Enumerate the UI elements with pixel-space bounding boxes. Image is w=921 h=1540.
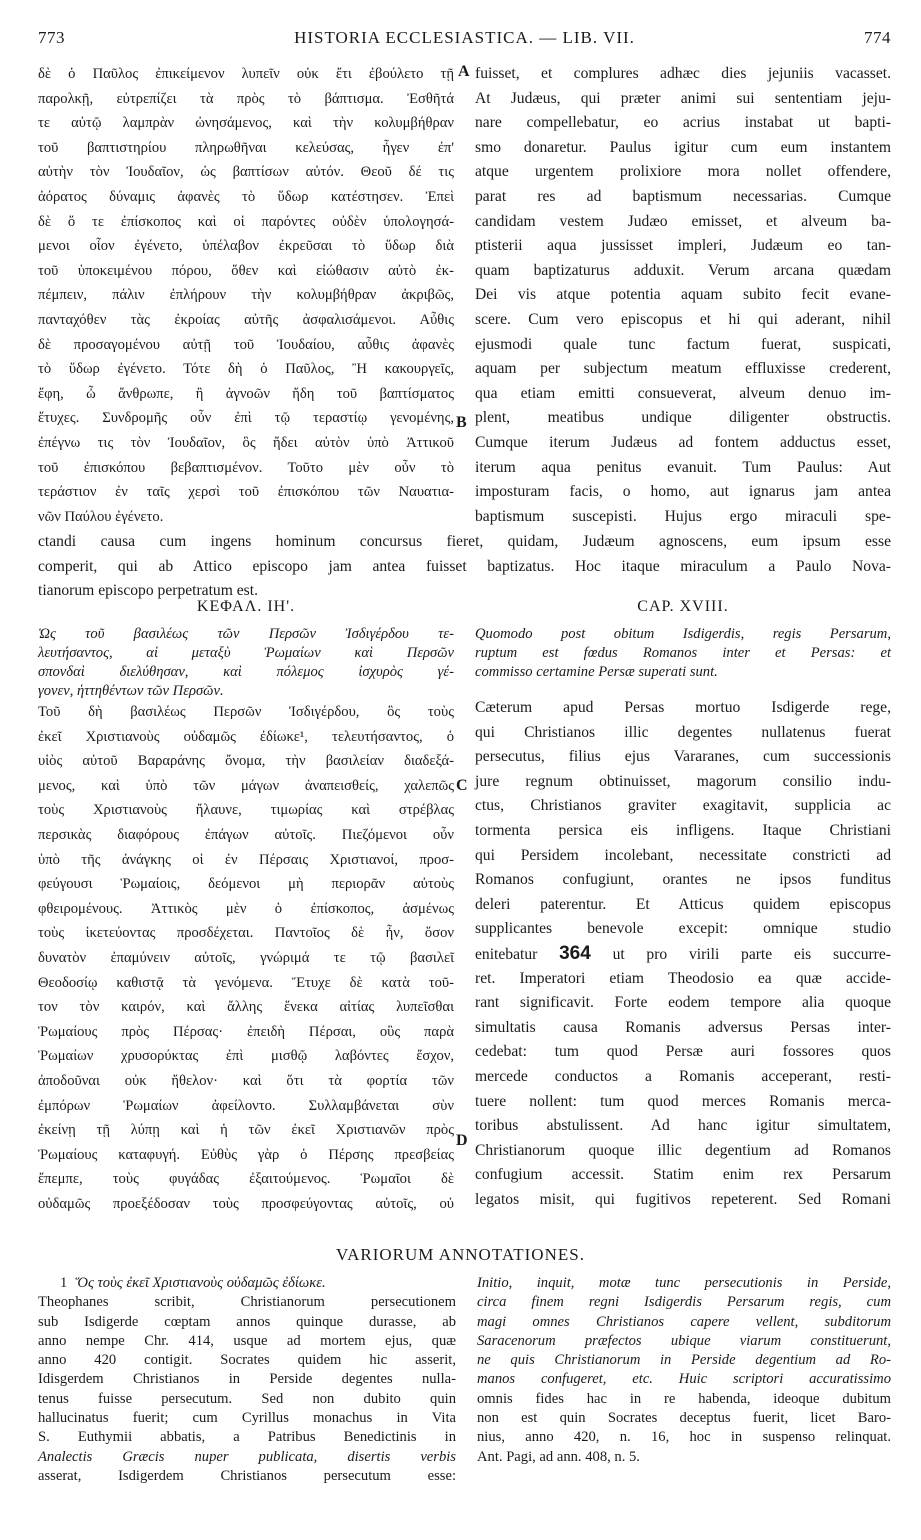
greek-text-line: ἐμπόρων Ῥωμαίων ἀφείλοντο. Συλλαμβάνεται σὺν — [38, 1097, 454, 1114]
annotation-line: ne quis Christianorum in Perside degentium ad Ro- — [477, 1352, 891, 1369]
latin-text-line: Christianorum quoque illic degentium ad Romanos — [475, 1141, 891, 1159]
greek-column-bottom — [38, 700, 454, 1216]
latin-text-line: tianorum episcopo perpetratum est. — [38, 582, 258, 600]
latin-text-line: cedebat: tum quod Persæ auri fossores quos — [475, 1043, 891, 1061]
annotation-line: hallucinatus fuerit; cum Cyrillus monachus in Vita — [38, 1410, 456, 1427]
latin-text-line: rant significavit. Forte eodem tempore alia quoque — [475, 994, 891, 1012]
greek-text-line: τεράστιον ἐν ταῖς χερσὶ τοῦ ἐπισκόπου τῶν Ναυατια- — [38, 484, 454, 501]
chapter-title-line: γονεν, ἡττηθέντων τῶν Περσῶν. — [38, 683, 224, 699]
latin-text-line: qui Christianos illic degentes nullatenus fuerat — [475, 723, 891, 741]
latin-text-line: imposturam facis, o homo, aut ignarus jam antea — [475, 483, 891, 501]
greek-text-line: δὲ ὁ Παῦλος ἐπικείμενον λυπεῖν οὐκ ἔτι ἐβούλετο τῇ — [38, 66, 454, 82]
greek-chapter-title — [38, 625, 454, 701]
annotation-line: sub Isdigerde cœptam annos quinque durasse, ab — [38, 1313, 456, 1330]
latin-text-line: quam baptizaturus adduxit. Verum arcana quædam — [475, 261, 891, 279]
greek-text-line: ἔπεμπε, τοὺς φυγάδας ἐξαιτούμενος. Ῥωμαῖοι δὲ — [38, 1171, 454, 1188]
greek-text-line: ἔτυχες. Συνδρομῆς οὖν ἐπὶ τῷ τεραστίῳ γενομένης, — [38, 410, 454, 427]
latin-text-line: At Judæus, qui præter animi sui sententiam jeju- — [475, 89, 891, 107]
running-header — [38, 28, 891, 54]
annotation-line: Idisgerdem Christianos in Perside degentes nulla- — [38, 1371, 456, 1388]
greek-text-line: πέμπειν, πάλιν ἐπλήρουν τὴν κολυμβήθραν ἀκριβῶς, — [38, 287, 454, 304]
latin-text-line: atque urgentem prolixiore mora nollet offendere, — [475, 163, 891, 181]
latin-text-line: candidam vestem Judæo emisset, et alveum ba- — [475, 212, 891, 230]
annotation-line: anno nempe Chr. 414, usque ad mortem ejus, quæ — [38, 1332, 456, 1349]
latin-text-line: ctus, Christianos graviter exagitavit, supplicia ac — [475, 797, 891, 815]
latin-text-line: tuere nollent: tum quod merces Romanis merca- — [475, 1092, 891, 1110]
greek-text-line: Ῥωμαίων χρυσορύκτας ἐπὶ μισθῷ λαβόντες ἔσχον, — [38, 1048, 454, 1065]
greek-text-line: δὲ ὅ τε ἐπίσκοπος καὶ οἱ παρόντες οὐδὲν ὑπολογησά- — [38, 213, 454, 230]
margin-marker-c: C — [456, 777, 468, 794]
annotation-line: Initio, inquit, motæ tunc persecutionis in Perside, — [477, 1275, 891, 1291]
latin-chapter-heading: CAP. XVIII. — [637, 598, 729, 615]
greek-text-line: ἀποδοῦναι οὐκ ἤθελον· καὶ ὅτι τὰ φορτία τῶν — [38, 1072, 454, 1089]
greek-text-line: Ῥωμαίους καταφυγή. Εὐθὺς γὰρ ὁ Πέρσης πρεσβείας — [38, 1146, 454, 1163]
margin-marker-b: B — [456, 414, 467, 431]
latin-text-fragment: enitebatur — [475, 945, 538, 963]
annotation-line: manos confugeret, etc. Huic scriptori accuratissimo — [477, 1371, 891, 1388]
latin-text-line: fuisset, et complures adhæc dies jejuniis vacasset. — [475, 65, 891, 82]
greek-text-line: φθειρομένους. Ἀττικὸς μὲν ὁ ἐπίσκοπος, ἀσμένως — [38, 900, 454, 917]
latin-text-line: confugium accessit. Statim enim rex Persarum — [475, 1166, 891, 1184]
greek-text-line: ἐκείνῃ τῇ λύπῃ καὶ ἡ τῶν ἐκεῖ Χριστιανῶν πρὸς — [38, 1122, 454, 1139]
annotation-line: magi omnes Christianos capere vellent, subditorum — [477, 1313, 891, 1330]
latin-text-line: aquam per subjectum meatum effluxisse crederent, — [475, 360, 891, 378]
greek-text-line: τον τὸν καιρόν, καὶ ἄλλης ἕνεκα αἰτίας λυπεῖσθαι — [38, 999, 454, 1016]
latin-text-line: Cumque iterum Judæus ad fontem adductus esset, — [475, 433, 891, 451]
latin-text-line: ejusmodi quale tunc factum fuerat, suspicati, — [475, 335, 891, 353]
chapter-title-line: ruptum est fœdus Romanos inter et Persas: et — [475, 645, 891, 661]
latin-text-line: Romanos confugiunt, orantes ne ipsos funditus — [475, 871, 891, 889]
annotation-line: nius, anno 420, n. 16, hoc in suspenso relinquat. — [477, 1429, 891, 1446]
annotation-lemma: Ὅς τοὺς ἐκεῖ Χριστιανοὺς οὐδαμῶς ἐδίωκε. — [75, 1275, 326, 1291]
greek-column-top — [38, 62, 454, 529]
annotation-lemma-line — [38, 1274, 456, 1293]
greek-text-line: παρολκῇ, εὐτρεπίζει τὰ πρὸς τὸ βάπτισμα. Ἐσθῆτά — [38, 90, 454, 107]
greek-text-line: Ῥωμαίους πρὸς Πέρσας· ἐπειδὴ Πέρσαι, οὓς παρὰ — [38, 1023, 454, 1040]
greek-text-line: υἱὸς αὐτοῦ Βαραράνης ὄνομα, τὴν βασιλείαν διαδεξά- — [38, 753, 454, 770]
latin-text-line: baptismum suscepisti. Hujus ergo miraculi spe- — [475, 507, 891, 525]
greek-text-line: τοῦ ὑποκειμένου πόρου, ὅθεν καὶ εἰώθασιν αὐτὸ ἐκ- — [38, 262, 454, 279]
annotation-right-column — [477, 1274, 891, 1467]
latin-text-line: toribus abstulissent. Ad hanc igitur simultatem, — [475, 1117, 891, 1135]
greek-text-line: Τοῦ δὴ βασιλέως Περσῶν Ἰσδιγέρδου, ὃς τοὺς — [38, 704, 454, 720]
greek-text-line: τοῦ βαπτιστηρίου πληρωθῆναι κελεύσας, ἦγεν ἐπ' — [38, 139, 454, 156]
annotation-line: anno 420 contigit. Socrates quidem hic asserit, — [38, 1352, 456, 1369]
greek-text-line: τοὺς ἱκετεύοντας προσδέχεται. Παντοῖος δὲ ἦν, ὅσον — [38, 925, 454, 942]
annotations-heading: VARIORUM ANNOTATIONES. — [336, 1245, 585, 1264]
annotation-line: Saracenorum præfectos ubique viarum constituerunt, — [477, 1332, 891, 1349]
latin-text-line: deleri paterentur. Et Atticus quidem episcopus — [475, 895, 891, 913]
greek-text-line: τὸ ὕδωρ ἐγένετο. Τότε δὴ ὁ Παῦλος, Ἢ κακουργεῖς, — [38, 361, 454, 378]
greek-text-line: δυνατὸν ἐπαμύνειν αὐτοῖς, γνώριμά τε τῷ βασιλεῖ — [38, 949, 454, 966]
latin-text-line: persecutus, filius ejus Vararanes, cum successionis — [475, 748, 891, 766]
greek-text-line: δὲ προσαγομένου αὐτῇ τοῦ Ἰουδαίου, αὖθις ἀφανὲς — [38, 336, 454, 353]
annotation-line: S. Euthymii abbatis, a Patribus Benedictinis in — [38, 1429, 456, 1446]
greek-text-line: ἐκεῖ Χριστιανοὺς οὐδαμῶς ἐδίωκε¹, τελευτήσαντος, ὁ — [38, 728, 454, 745]
chapter-title-line: σπονδαὶ διελύθησαν, καὶ πόλεμος ἰσχυρὸς γέ- — [38, 664, 454, 680]
running-title: HISTORIA ECCLESIASTICA. — LIB. VII. — [294, 28, 635, 47]
column-number-marker: 364 — [559, 942, 591, 964]
latin-text-line: qua etiam emitti consueverat, alveum denuo im- — [475, 384, 891, 402]
margin-marker-d: D — [456, 1132, 468, 1149]
greek-text-line: ὑπὸ τῆς ἀνάγκης οἱ ἐν Πέρσαις Χριστιανοί, προσ- — [38, 851, 454, 868]
latin-full-width-continuation — [38, 530, 891, 604]
latin-text-line: Dei vis atque potentia aquam subito fecit evane- — [475, 286, 891, 304]
annotation-line: Theophanes scribit, Christianorum persecutionem — [38, 1294, 456, 1311]
chapter-title-line: Quomodo post obitum Isdigerdis, regis Persarum, — [475, 626, 891, 642]
latin-text-line: smo donaretur. Paulus igitur cum eum instantem — [475, 138, 891, 156]
greek-text-line: οὐδαμῶς προεξέδοσαν τοὺς προσφεύγοντας αὐτοῖς, οὐ — [38, 1195, 454, 1212]
annotation-line: Ant. Pagi, ad ann. 408, n. 5. — [477, 1448, 640, 1465]
greek-text-line: πανταχόθεν τὰς ἐκροίας αὐτῆς ἀσφαλισάμενοι. Αὖθις — [38, 311, 454, 328]
margin-marker-a: A — [458, 63, 470, 80]
latin-text-line: jure regnum obtinuisset, magorum consilio indu- — [475, 772, 891, 790]
latin-text-line: nare compellebatur, eo acrius instabat ut bapti- — [475, 114, 891, 132]
greek-text-line: αὐτὴν τὸν Ἰουδαῖον, ὡς βαπτίσων αὐτόν. Θεοῦ δέ τις — [38, 164, 454, 181]
latin-text-line: parat res ad baptismum necessarias. Cumque — [475, 187, 891, 205]
latin-text-line — [475, 942, 891, 967]
latin-text-line: plent, meatibus undique diligenter obstructis. — [475, 409, 891, 427]
latin-text-line: mercede conductos a Romanis acceperant, resti- — [475, 1067, 891, 1085]
latin-column-top — [475, 62, 891, 529]
latin-text-line: ret. Imperatori etiam Theodosio ea quæ accide- — [475, 969, 891, 987]
greek-text-line: ἀόρατος δύναμις ἀφανὲς τὸ ὕδωρ κατέστησεν. Ἐπεὶ — [38, 188, 454, 205]
greek-text-line: φεύγουσι Ῥωμαίοις, δεόμενοι μὴ περιορᾶν αὐτοὺς — [38, 876, 454, 893]
greek-text-line: ἐπέγνω τις τὸν Ἰουδαῖον, ὃς ἤδει αὐτὸν ὑπὸ Ἀττικοῦ — [38, 434, 454, 451]
annotation-line: omnis fides hac in re habenda, ideoque dubitum — [477, 1390, 891, 1407]
latin-text-line: legatos misit, qui fugitivos repeterent. Sed Romani — [475, 1190, 891, 1208]
annotation-line: asserat, Isdigerdem Christianos persecutum esse: — [38, 1467, 456, 1484]
latin-text-line: Cæterum apud Persas mortuo Isdigerde rege, — [475, 699, 891, 716]
annotation-line: Analectis Græcis nuper publicata, disertis verbis — [38, 1448, 456, 1465]
chapter-title-line: Ὡς τοῦ βασιλέως τῶν Περσῶν Ἰσδιγέρδου τε- — [38, 626, 454, 642]
latin-text-line: comperit, qui ab Attico episcopo jam antea fuisset baptizatus. Hoc itaque miraculum a Paulo Nova- — [38, 557, 891, 575]
greek-chapter-heading: ΚΕΦΑΛ. ΙΗ'. — [196, 598, 296, 615]
annotation-line: tenus fuisse persecutum. Sed non dubito quin — [38, 1390, 456, 1407]
latin-text-line: iterum aqua penitus evanuit. Tum Paulus: Aut — [475, 458, 891, 476]
greek-text-line: νῶν Παύλου ἐγένετο. — [38, 508, 164, 525]
latin-text-line: ctandi causa cum ingens hominum concursus fieret, quidam, Judæum agnoscens, eum ipsum esse — [38, 533, 891, 550]
latin-text-fragment: ut pro virili parte eis succurre- — [612, 945, 891, 963]
latin-text-line: ptisterii aqua jussisset impleri, Judæum eo tan- — [475, 237, 891, 255]
greek-text-line: Θεοδοσίῳ καθιστᾷ τὰ γενόμενα. Ἔτυχε δὲ κατὰ τοῦ- — [38, 974, 454, 991]
greek-text-line: μενοι οἷον ἐγένετο, ὑπέλαβον ἐκρεῦσαι τὸ ὕδωρ διὰ — [38, 238, 454, 255]
chapter-title-line: commisso certamine Persæ superati sunt. — [475, 664, 718, 680]
latin-text-line: supplicantes benevole excepit: omnique studio — [475, 920, 891, 938]
annotation-line: circa finem regni Isdigerdis Persarum regis, cum — [477, 1294, 891, 1311]
latin-text-line: tormenta persica eis infligens. Itaque Christiani — [475, 821, 891, 839]
chapter-title-line: λευτήσαντος, αἱ μεταξὺ Ῥωμαίων καὶ Περσῶν — [38, 645, 454, 661]
annotation-line: non est quin Socrates deceptus fuerit, licet Baro- — [477, 1410, 891, 1427]
latin-text-line: simultatis causa Romanis adversus Persas inter- — [475, 1018, 891, 1036]
greek-text-line: τοῦ ἐπισκόπου βεβαπτισμένον. Τοῦτο μὲν οὖν τὸ — [38, 459, 454, 476]
greek-text-line: τε αὐτῷ λαμπρὰν ὠνησάμενος, καὶ τὴν κολυμβήθραν — [38, 115, 454, 132]
greek-text-line: τοὺς Χριστιανοὺς ἤλαυνε, τιμωρίας καὶ στρέβλας — [38, 802, 454, 819]
latin-column-bottom — [475, 696, 891, 1212]
greek-text-line: μενος, καὶ ὑπὸ τῶν μάγων ἀναπεισθείς, χαλεπῶς — [38, 777, 454, 794]
annotation-marker: 1 — [60, 1275, 68, 1291]
annotation-left-column — [38, 1274, 456, 1486]
latin-text-line: scere. Cum vero episcopus et hi qui aderant, nihil — [475, 310, 891, 328]
greek-text-line: ἔφη, ὦ ἄνθρωπε, ἢ ἀγνοῶν ἤδη τοῦ βαπτίσματος — [38, 385, 454, 402]
greek-text-line: περσικὰς διαφόρους ἐπάγων αὐτοῖς. Πιεζόμενοι οὖν — [38, 826, 454, 843]
right-page-number: 774 — [864, 28, 891, 47]
latin-text-line: qui Persidem incolebant, necessitate constricti ad — [475, 846, 891, 864]
latin-chapter-title — [475, 625, 891, 682]
left-page-number: 773 — [38, 28, 65, 47]
